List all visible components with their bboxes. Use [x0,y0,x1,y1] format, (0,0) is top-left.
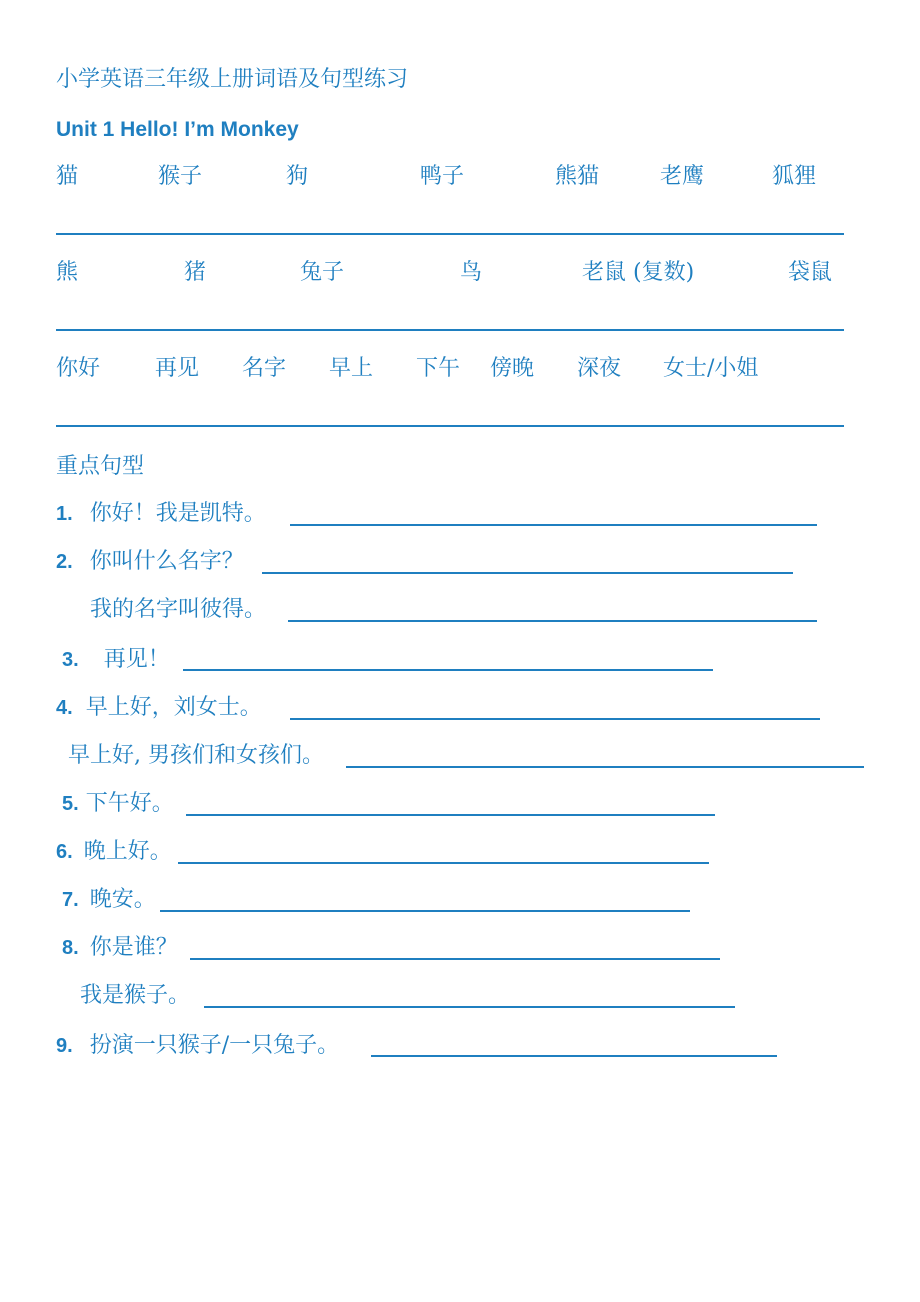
sentence-text: 早上好，刘女士。 [85,695,262,720]
vocab-word: 你好 [56,356,101,381]
vocab-word: 名字 [242,356,287,381]
vocab-word: 老鼠 (复数) [582,260,695,285]
sentence-number: 3. [62,649,79,671]
sentence-item [90,596,266,624]
answer-blank[interactable] [178,862,709,864]
sentence-item [56,838,172,866]
sentence-number: 9. [56,1035,73,1057]
answer-line [56,233,844,235]
sentence-text: 你好！我是凯特。 [89,501,266,526]
sentence-item [56,1032,339,1060]
sentence-number: 1. [56,503,73,525]
vocab-word: 再见 [155,356,200,381]
answer-blank[interactable] [288,620,817,622]
unit-heading: Unit 1 Hello! I’m Monkey [56,118,299,141]
answer-blank[interactable] [204,1006,735,1008]
answer-blank[interactable] [371,1055,777,1057]
vocab-word: 深夜 [577,356,622,381]
sentence-number: 6. [56,841,73,863]
answer-blank[interactable] [262,572,793,574]
sentence-number: 7. [62,889,79,911]
vocab-word: 熊猫 [555,164,600,189]
sentence-text: 晚安。 [89,887,156,912]
answer-blank[interactable] [186,814,715,816]
page-title: 小学英语三年级上册词语及句型练习 [56,67,409,92]
vocab-word: 鸟 [460,260,483,285]
answer-blank[interactable] [290,524,817,526]
sentence-text: 再见！ [103,647,170,672]
sentence-item [56,548,244,576]
sentence-text: 我是猴子。 [80,983,191,1008]
answer-blank[interactable] [290,718,820,720]
sentence-text: 我的名字叫彼得。 [90,597,267,622]
vocab-word: 下午 [416,356,461,381]
answer-line [56,329,844,331]
sentence-number: 8. [62,937,79,959]
answer-line [56,425,844,427]
sentence-item [62,934,178,962]
vocab-word: 猫 [56,164,79,189]
sentence-item [62,646,170,674]
vocab-word: 傍晚 [490,356,535,381]
vocab-word: 老鹰 [660,164,705,189]
vocab-word: 熊 [56,260,79,285]
sentence-text: 早上好, 男孩们和女孩们。 [68,743,324,768]
sentence-item [62,790,174,818]
sentence-item [62,886,156,914]
sentence-item [68,742,324,770]
vocab-word: 兔子 [300,260,345,285]
section-title: 重点句型 [56,454,145,479]
vocab-word: 鸭子 [420,164,465,189]
answer-blank[interactable] [183,669,713,671]
sentence-number: 2. [56,551,73,573]
sentence-text: 下午好。 [85,791,174,816]
sentence-item [56,500,266,528]
sentence-number: 5. [62,793,79,815]
vocab-word: 猪 [184,260,207,285]
sentence-text: 你是谁？ [89,935,178,960]
sentence-item [80,982,190,1010]
vocab-word: 袋鼠 [788,260,833,285]
answer-blank[interactable] [190,958,720,960]
sentence-item [56,694,262,722]
vocab-word: 猴子 [158,164,203,189]
vocab-word: 狗 [286,164,309,189]
sentence-text: 晚上好。 [83,839,172,864]
vocab-word: 早上 [329,356,374,381]
sentence-text: 扮演一只猴子/一只兔子。 [89,1033,340,1058]
answer-blank[interactable] [346,766,864,768]
vocab-word: 女士/小姐 [663,356,759,381]
vocab-word: 狐狸 [772,164,817,189]
sentence-number: 4. [56,697,73,719]
answer-blank[interactable] [160,910,690,912]
sentence-text: 你叫什么名字？ [89,549,244,574]
